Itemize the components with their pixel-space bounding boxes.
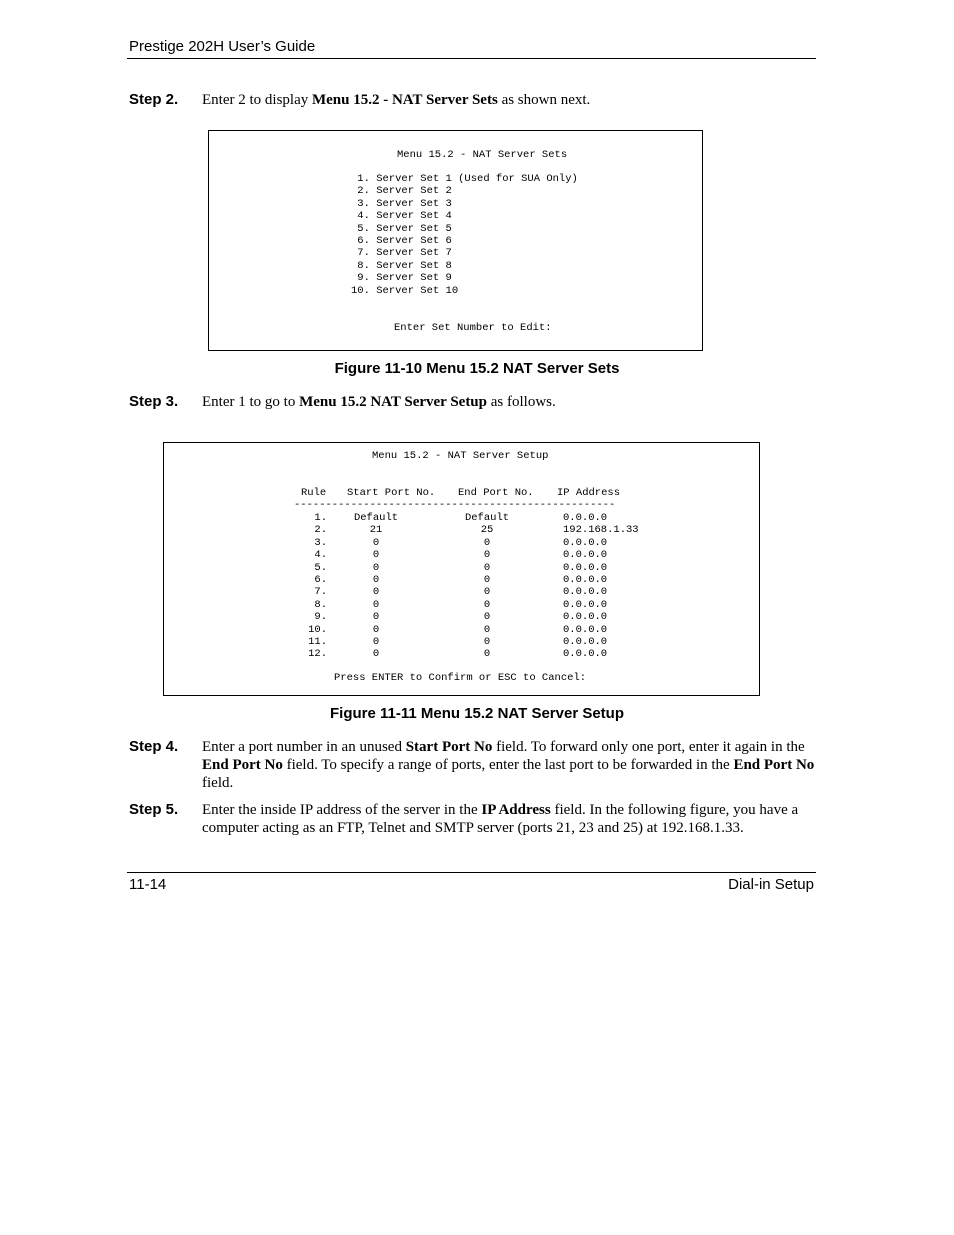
ip-address-value: 0.0.0.0 bbox=[563, 623, 608, 636]
column-header: IP Address bbox=[557, 487, 621, 499]
end-port-field-name: End Port No bbox=[202, 757, 283, 773]
start-port-value: 0 bbox=[372, 574, 380, 586]
step-2 bbox=[129, 91, 819, 109]
start-port-value: 0 bbox=[372, 549, 380, 562]
end-port-value: 0 bbox=[483, 586, 491, 599]
rule-number: 7. bbox=[314, 586, 327, 599]
step-4-text bbox=[202, 738, 819, 792]
step-4-text-part: field. bbox=[202, 775, 234, 791]
server-set-item: 7. Server Set 7 bbox=[351, 247, 452, 260]
ip-address-value: 0.0.0.0 bbox=[563, 648, 608, 661]
start-port-field-name: Start Port No bbox=[405, 739, 493, 755]
column-header: End Port No. bbox=[458, 487, 534, 499]
ip-address-value: 0.0.0.0 bbox=[563, 512, 608, 524]
end-port-value: 0 bbox=[483, 536, 491, 549]
header-rule bbox=[127, 58, 816, 59]
end-port-value: 0 bbox=[483, 611, 491, 624]
server-set-item: 3. Server Set 3 bbox=[351, 197, 452, 210]
step-5 bbox=[129, 801, 819, 837]
server-set-item: 8. Server Set 8 bbox=[351, 259, 452, 272]
chapter-name: Dial-in Setup bbox=[728, 876, 814, 893]
nat-server-setup-screen bbox=[163, 442, 760, 696]
step-4-text-part: Enter a port number in an unused bbox=[202, 739, 406, 755]
column-separator: --------------------------------------------------- bbox=[294, 499, 616, 511]
rule-number: 10. bbox=[308, 623, 327, 636]
start-port-value: 0 bbox=[372, 598, 380, 611]
nat-server-sets-screen bbox=[208, 130, 703, 351]
figure-11-10-caption: Figure 11-10 Menu 15.2 NAT Server Sets bbox=[334, 360, 620, 377]
step-3-text bbox=[202, 393, 819, 411]
ip-address-value: 0.0.0.0 bbox=[563, 598, 608, 611]
step-4 bbox=[129, 738, 819, 792]
step-4-text-part: field. To forward only one port, enter it again in the bbox=[492, 739, 805, 755]
rule-number: 11. bbox=[308, 636, 327, 648]
nat-server-sets-prompt: Enter Set Number to Edit: bbox=[394, 322, 552, 334]
nat-server-setup-prompt: Press ENTER to Confirm or ESC to Cancel: bbox=[334, 672, 587, 684]
step-3-text-post: as follows. bbox=[487, 394, 556, 410]
rule-number: 1. bbox=[314, 512, 327, 524]
rule-number: 3. bbox=[314, 536, 327, 549]
rule-number: 5. bbox=[314, 561, 327, 574]
ip-address-field-name: IP Address bbox=[481, 802, 551, 818]
start-port-value: Default bbox=[353, 512, 399, 524]
step-2-text-post: as shown next. bbox=[497, 92, 591, 108]
start-port-value: 0 bbox=[372, 623, 380, 636]
start-port-value: 0 bbox=[372, 561, 380, 574]
start-port-value: 0 bbox=[372, 536, 380, 549]
end-port-value: 0 bbox=[483, 623, 491, 636]
step-5-text-part: Enter the inside IP address of the server in the bbox=[202, 802, 482, 818]
server-set-item: 10. Server Set 10 bbox=[351, 284, 459, 297]
step-3 bbox=[129, 393, 819, 411]
rule-number: 4. bbox=[314, 549, 327, 562]
ip-address-value: 0.0.0.0 bbox=[563, 549, 608, 562]
ip-address-value: 0.0.0.0 bbox=[563, 536, 608, 549]
server-set-item: 1. Server Set 1 (Used for SUA Only) bbox=[351, 173, 578, 185]
end-port-value: 25 bbox=[480, 524, 494, 537]
rule-number: 6. bbox=[314, 574, 327, 586]
ip-address-value: 0.0.0.0 bbox=[563, 636, 608, 648]
ip-address-value: 0.0.0.0 bbox=[563, 611, 608, 624]
step-5-label: Step 5. bbox=[129, 801, 179, 818]
end-port-field-name: End Port No bbox=[733, 757, 815, 773]
end-port-value: Default bbox=[464, 512, 510, 524]
end-port-value: 0 bbox=[483, 561, 491, 574]
column-header: Start Port No. bbox=[347, 487, 436, 499]
server-set-item: 4. Server Set 4 bbox=[351, 210, 452, 223]
server-set-item: 5. Server Set 5 bbox=[351, 222, 452, 235]
step-3-text-pre: Enter 1 to go to bbox=[202, 394, 300, 410]
step-2-label: Step 2. bbox=[129, 91, 179, 108]
column-header: Rule bbox=[301, 487, 327, 499]
server-set-item: 2. Server Set 2 bbox=[351, 185, 452, 198]
start-port-value: 0 bbox=[372, 586, 380, 599]
start-port-value: 0 bbox=[372, 648, 380, 661]
end-port-value: 0 bbox=[483, 574, 491, 586]
page-number: 11-14 bbox=[129, 876, 167, 893]
rule-number: 8. bbox=[314, 598, 327, 611]
document-header-title: Prestige 202H User’s Guide bbox=[129, 38, 316, 55]
end-port-value: 0 bbox=[483, 636, 491, 648]
step-4-label: Step 4. bbox=[129, 738, 179, 755]
server-set-item: 9. Server Set 9 bbox=[351, 272, 452, 285]
step-3-menu-name: Menu 15.2 NAT Server Setup bbox=[299, 394, 487, 410]
step-2-text bbox=[202, 91, 819, 109]
ip-address-value: 192.168.1.33 bbox=[563, 524, 639, 537]
end-port-value: 0 bbox=[483, 648, 491, 661]
nat-server-sets-title: Menu 15.2 - NAT Server Sets bbox=[397, 149, 568, 161]
start-port-value: 0 bbox=[372, 636, 380, 648]
nat-server-setup-title: Menu 15.2 - NAT Server Setup bbox=[372, 450, 549, 462]
step-5-text bbox=[202, 801, 819, 837]
ip-address-value: 0.0.0.0 bbox=[563, 574, 608, 586]
end-port-value: 0 bbox=[483, 598, 491, 611]
step-5-text-part: field. In the following figure, you have a computer acting as an FTP, Telnet and SMTP server (ports 21, 23 and 25) at 192.168.1.33. bbox=[202, 802, 799, 836]
step-2-menu-name: Menu 15.2 - NAT Server Sets bbox=[311, 92, 498, 108]
step-2-text-pre: Enter 2 to display bbox=[202, 92, 312, 108]
server-set-item: 6. Server Set 6 bbox=[351, 235, 452, 247]
end-port-value: 0 bbox=[483, 549, 491, 562]
start-port-value: 0 bbox=[372, 611, 380, 624]
ip-address-value: 0.0.0.0 bbox=[563, 561, 608, 574]
step-3-label: Step 3. bbox=[129, 393, 179, 410]
rule-number: 12. bbox=[308, 648, 327, 661]
start-port-value: 21 bbox=[369, 524, 383, 537]
rule-number: 2. bbox=[314, 524, 327, 537]
ip-address-value: 0.0.0.0 bbox=[563, 586, 608, 599]
rule-number: 9. bbox=[314, 611, 327, 624]
step-4-text-part: field. To specify a range of ports, enter the last port to be forwarded in the bbox=[282, 757, 734, 773]
figure-11-11-caption: Figure 11-11 Menu 15.2 NAT Server Setup bbox=[330, 705, 624, 722]
footer-rule bbox=[127, 872, 816, 873]
